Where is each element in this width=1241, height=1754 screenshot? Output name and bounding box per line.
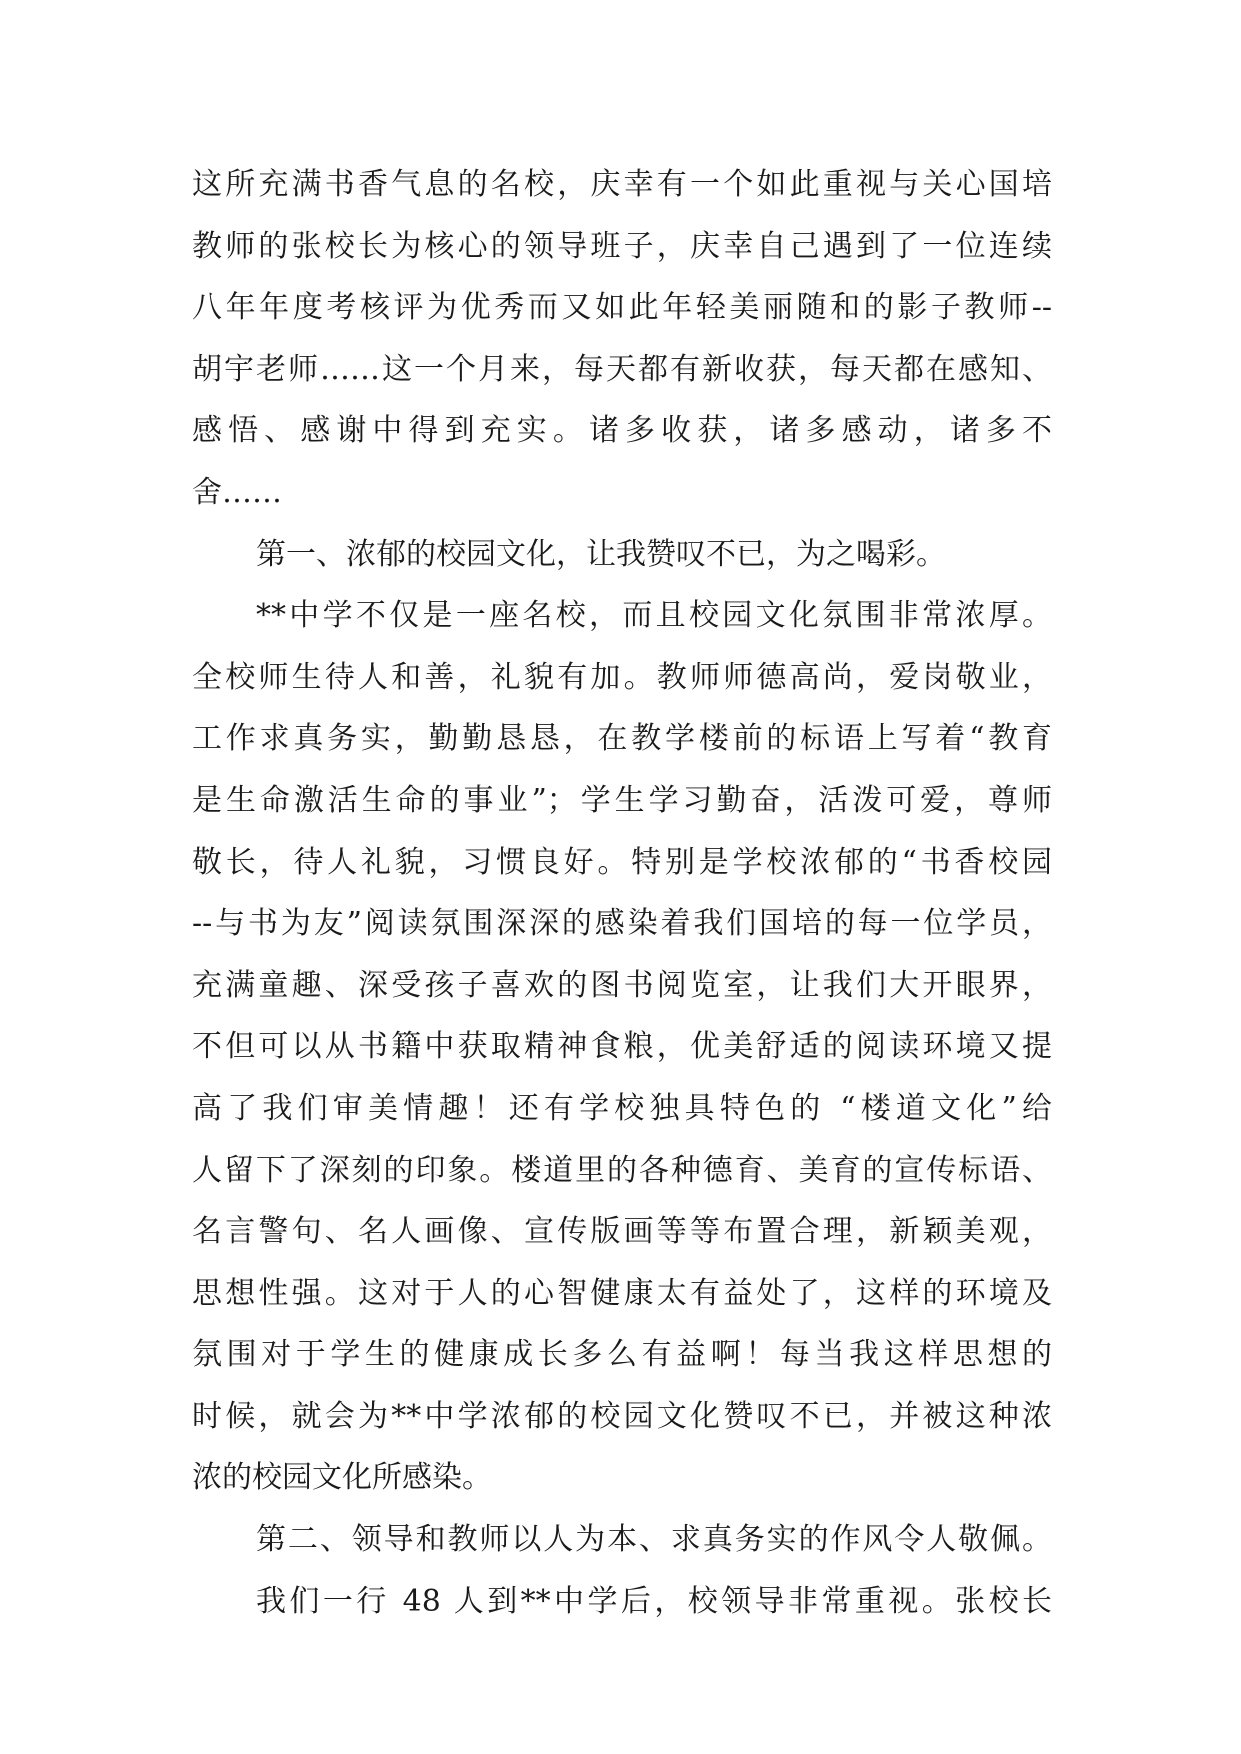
text-line: 八年年度考核评为优秀而又如此年轻美丽随和的影子教师--	[192, 290, 1052, 326]
text-line: 敬长，待人礼貌，习惯良好。特别是学校浓郁的“书香校园	[192, 844, 1052, 880]
text-line: 思想性强。这对于人的心智健康太有益处了，这样的环境及	[192, 1275, 1052, 1311]
text-line: 高了我们审美情趣！还有学校独具特色的 “楼道文化”给	[192, 1090, 1052, 1126]
text-line: 人留下了深刻的印象。楼道里的各种德育、美育的宣传标语、	[192, 1152, 1052, 1188]
text-line: 我们一行 48 人到**中学后，校领导非常重视。张校长	[256, 1583, 1052, 1619]
text-line: 全校师生待人和善，礼貌有加。教师师德高尚，爱岗敬业，	[192, 659, 1052, 695]
text-line: **中学不仅是一座名校，而且校园文化氛围非常浓厚。	[256, 598, 1052, 634]
text-line: 这所充满书香气息的名校，庆幸有一个如此重视与关心国培	[192, 167, 1052, 202]
text-line: 名言警句、名人画像、宣传版画等等布置合理，新颖美观，	[192, 1214, 1052, 1250]
text-line: 是生命激活生命的事业”；学生学习勤奋，活泼可爱，尊师	[192, 782, 1052, 818]
text-line: 胡宇老师……这一个月来，每天都有新收获，每天都在感知、	[192, 351, 1052, 387]
text-line: 教师的张校长为核心的领导班子，庆幸自己遇到了一位连续	[192, 228, 1052, 264]
text-line: 第二、领导和教师以人为本、求真务实的作风令人敬佩。	[256, 1522, 1052, 1558]
text-line: 感悟、感谢中得到充实。诸多收获，诸多感动，诸多不	[192, 413, 1052, 449]
text-line: 不但可以从书籍中获取精神食粮，优美舒适的阅读环境又提	[192, 1029, 1052, 1065]
text-line: --与书为友”阅读氛围深深的感染着我们国培的每一位学员，	[192, 906, 1052, 942]
text-line: 充满童趣、深受孩子喜欢的图书阅览室，让我们大开眼界，	[192, 967, 1052, 1003]
text-line: 时候，就会为**中学浓郁的校园文化赞叹不已，并被这种浓	[192, 1398, 1052, 1434]
document-body	[192, 154, 1052, 1632]
text-line: 第一、浓郁的校园文化，让我赞叹不已，为之喝彩。	[256, 536, 946, 572]
text-line: 浓的校园文化所感染。	[192, 1460, 492, 1496]
text-line: 舍……	[192, 474, 282, 510]
text-line: 工作求真务实，勤勤恳恳，在教学楼前的标语上写着“教育	[192, 721, 1052, 757]
text-line: 氛围对于学生的健康成长多么有益啊！每当我这样思想的	[192, 1337, 1052, 1373]
